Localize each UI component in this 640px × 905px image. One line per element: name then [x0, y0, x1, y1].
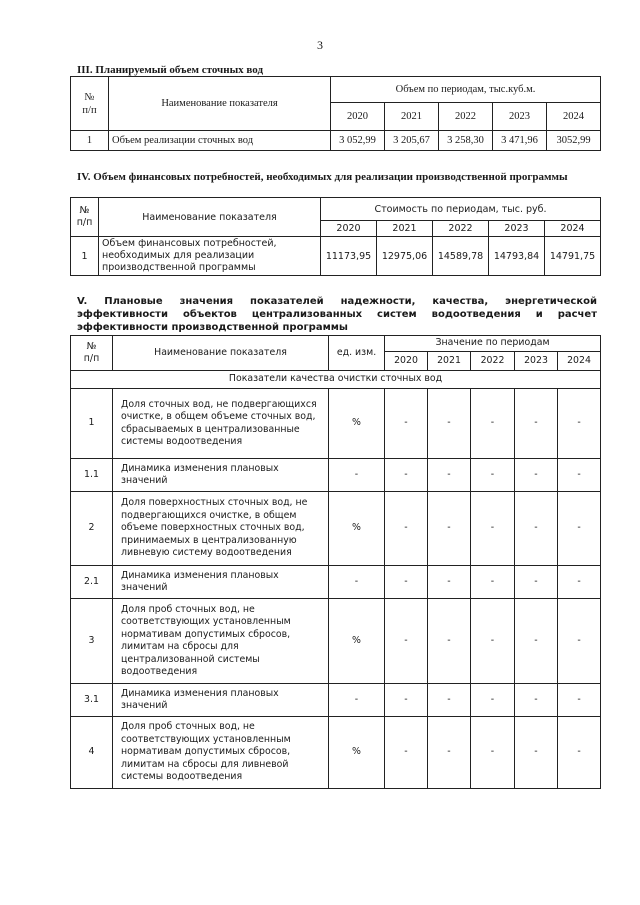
year-header: 2021: [428, 352, 471, 371]
col-header-unit: ед. изм.: [329, 336, 385, 371]
year-header: 2020: [321, 221, 377, 237]
row-num: 3.1: [71, 684, 113, 717]
section3-table: [70, 76, 601, 151]
row-value: -: [515, 717, 558, 789]
year-header: 2022: [439, 103, 493, 131]
row-unit: %: [329, 389, 385, 459]
row-value: -: [385, 492, 428, 566]
row-unit: %: [329, 492, 385, 566]
section5-title: V. Плановые значения показателей надежности, качества, энергетической эффективности объектов централизованных систем водоотведения и расчет эффективности производственной программы: [77, 296, 597, 333]
section4-table: [70, 197, 601, 276]
row-value: -: [471, 717, 515, 789]
table-row: [71, 237, 601, 276]
row-value: 3 052,99: [331, 131, 385, 151]
row-value: -: [428, 717, 471, 789]
row-name: Доля поверхностных сточных вод, не подвергающихся очистке, в общем объеме поверхностных сточных вод, принимаемых в централизованную ливневую систему водоотведения: [113, 492, 329, 566]
year-header: 2022: [471, 352, 515, 371]
row-value: 12975,06: [377, 237, 433, 276]
row-value: -: [515, 599, 558, 684]
page-number: 3: [317, 38, 323, 52]
row-value: -: [515, 492, 558, 566]
row-unit: %: [329, 717, 385, 789]
col-header-group: Значение по периодам: [385, 336, 601, 352]
row-value: -: [558, 717, 601, 789]
row-value: 3052,99: [547, 131, 601, 151]
col-header-group: Объем по периодам, тыс.куб.м.: [331, 77, 601, 103]
col-header-num: № п/п: [71, 198, 99, 237]
row-value: -: [558, 459, 601, 492]
table-row: [71, 459, 601, 492]
year-header: 2021: [385, 103, 439, 131]
section3-title: III. Планируемый объем сточных вод: [77, 64, 264, 76]
row-unit: %: [329, 599, 385, 684]
row-name: Объем финансовых потребностей, необходимых для реализации производственной программы: [99, 237, 321, 276]
col-header-num: № п/п: [71, 77, 109, 131]
row-value: -: [428, 459, 471, 492]
row-value: -: [515, 459, 558, 492]
row-value: -: [558, 566, 601, 599]
row-name: Объем реализации сточных вод: [109, 131, 331, 151]
row-name: Доля проб сточных вод, не соответствующих установленным нормативам допустимых сбросов, лимитам на сбросы для централизованной системы водоотведения: [113, 599, 329, 684]
year-header: 2023: [493, 103, 547, 131]
table-row: [71, 492, 601, 566]
col-header-name: Наименование показателя: [113, 336, 329, 371]
row-value: 3 471,96: [493, 131, 547, 151]
row-name: Динамика изменения плановых значений: [113, 684, 329, 717]
section4-title: IV. Объем финансовых потребностей, необходимых для реализации производственной программы: [77, 171, 568, 183]
row-unit: -: [329, 684, 385, 717]
row-value: -: [385, 684, 428, 717]
row-value: -: [471, 566, 515, 599]
row-value: -: [558, 389, 601, 459]
col-header-num: № п/п: [71, 336, 113, 371]
row-value: 3 258,30: [439, 131, 493, 151]
row-value: 14589,78: [433, 237, 489, 276]
table-row: [71, 599, 601, 684]
col-header-name: Наименование показателя: [109, 77, 331, 131]
row-value: -: [385, 599, 428, 684]
row-unit: -: [329, 566, 385, 599]
row-value: -: [558, 492, 601, 566]
table-row: [71, 389, 601, 459]
row-value: 14793,84: [489, 237, 545, 276]
row-value: 3 205,67: [385, 131, 439, 151]
year-header: 2020: [385, 352, 428, 371]
year-header: 2023: [489, 221, 545, 237]
row-value: -: [428, 684, 471, 717]
row-value: -: [471, 599, 515, 684]
year-header: 2023: [515, 352, 558, 371]
table-row: [71, 717, 601, 789]
row-name: Динамика изменения плановых значений: [113, 566, 329, 599]
row-num: 1: [71, 389, 113, 459]
row-value: -: [385, 459, 428, 492]
row-value: -: [428, 566, 471, 599]
row-value: -: [471, 459, 515, 492]
row-value: -: [385, 389, 428, 459]
year-header: 2024: [558, 352, 601, 371]
row-num: 1: [71, 131, 109, 151]
table-row: [71, 131, 601, 151]
row-value: -: [558, 599, 601, 684]
table-row: [71, 684, 601, 717]
row-name: Доля проб сточных вод, не соответствующих установленным нормативам допустимых сбросов, лимитам на сбросы для ливневой системы водоотведения: [113, 717, 329, 789]
row-value: -: [428, 492, 471, 566]
year-header: 2020: [331, 103, 385, 131]
table-row: [71, 566, 601, 599]
row-value: -: [471, 684, 515, 717]
row-unit: -: [329, 459, 385, 492]
row-value: -: [515, 389, 558, 459]
row-num: 1: [71, 237, 99, 276]
row-value: -: [428, 599, 471, 684]
row-num: 3: [71, 599, 113, 684]
row-name: Доля сточных вод, не подвергающихся очистке, в общем объеме сточных вод, сбрасываемых в централизованные системы водоотведения: [113, 389, 329, 459]
row-value: -: [428, 389, 471, 459]
col-header-group: Стоимость по периодам, тыс. руб.: [321, 198, 601, 221]
table-subheader: Показатели качества очистки сточных вод: [71, 371, 601, 389]
row-num: 2: [71, 492, 113, 566]
row-num: 2.1: [71, 566, 113, 599]
row-value: -: [471, 389, 515, 459]
row-value: -: [471, 492, 515, 566]
year-header: 2021: [377, 221, 433, 237]
year-header: 2024: [547, 103, 601, 131]
col-header-name: Наименование показателя: [99, 198, 321, 237]
year-header: 2022: [433, 221, 489, 237]
row-value: 14791,75: [545, 237, 601, 276]
row-num: 4: [71, 717, 113, 789]
row-name: Динамика изменения плановых значений: [113, 459, 329, 492]
row-value: -: [385, 717, 428, 789]
row-value: -: [558, 684, 601, 717]
row-value: -: [385, 566, 428, 599]
section5-table: [70, 335, 601, 789]
row-value: -: [515, 566, 558, 599]
row-value: 11173,95: [321, 237, 377, 276]
row-num: 1.1: [71, 459, 113, 492]
year-header: 2024: [545, 221, 601, 237]
row-value: -: [515, 684, 558, 717]
